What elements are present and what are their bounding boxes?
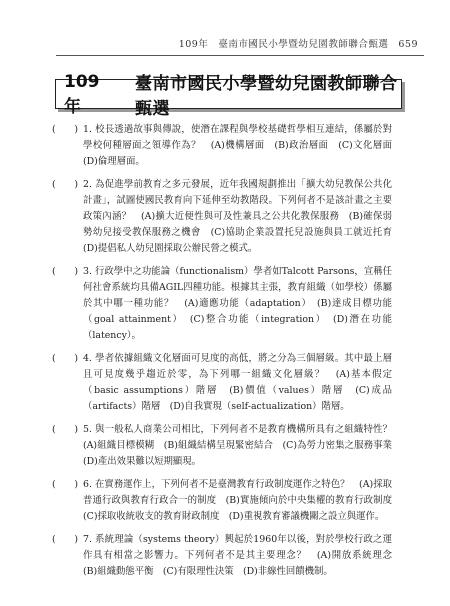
question-text: 2. 為促進學前教育之多元發展，近年我國規劃推出「擴大幼兒教保公共化計畫」，試圖使國民教育向下延伸至幼教階段。下列何者不是該計畫之主要政策內涵？ (A)擴大近便性與可及性兼具之公共化教保服務 (B)確保弱勢幼兒接受教保服務之機會 (C)協助企業設置托兒設施與員工就近托育 (D)提倡私人幼兒園採取公辦民營之模式。 bbox=[83, 179, 402, 254]
answer-blank bbox=[52, 122, 78, 138]
answer-paren-open: ( bbox=[52, 479, 56, 490]
answer-paren-close: ) bbox=[74, 353, 78, 364]
question-item bbox=[0, 477, 450, 525]
question-text: 7. 系統理論（systems theory）興起於1960年以後，對於學校行政之運作具有相當之影響力。下列何者不是其主要理念？ (A)開放系統理念 (B)組織動態平衡 (C)有限理性決策 (D)非線性回饋機制。 bbox=[83, 534, 402, 577]
answer-paren-close: ) bbox=[74, 424, 78, 435]
answer-paren-close: ) bbox=[74, 479, 78, 490]
answer-paren-open: ( bbox=[52, 179, 56, 190]
answer-blank bbox=[52, 477, 78, 493]
answer-blank bbox=[52, 351, 78, 367]
answer-blank bbox=[52, 532, 78, 548]
answer-paren-open: ( bbox=[52, 534, 56, 545]
question-item bbox=[0, 422, 450, 470]
question-text: 4. 學者依據組織文化層面可見度的高低，將之分為三個層級。其中最上層且可見度幾乎趨近於零，為下列哪一組織文化層級？ (A)基本假定（basic assumptions）階層 (B)價值（values）階層 (C)成品（artifacts）階層 (D)自我實現（self-actualization）階層。 bbox=[83, 353, 392, 412]
answer-blank bbox=[52, 177, 78, 193]
answer-paren-open: ( bbox=[52, 124, 56, 135]
question-text: 5. 與一般私人商業公司相比，下列何者不是教育機構所具有之組織特性？ (A)組織目標模糊 (B)組織結構呈現緊密結合 (C)為勞力密集之服務事業 (D)產出效果難以短期顯現。 bbox=[83, 424, 402, 467]
answer-paren-open: ( bbox=[52, 353, 56, 364]
answer-paren-close: ) bbox=[74, 266, 78, 277]
section-title-box bbox=[55, 71, 402, 119]
question-list bbox=[0, 122, 450, 587]
answer-paren-close: ) bbox=[74, 179, 78, 190]
answer-blank bbox=[52, 422, 78, 438]
running-header: 109年 臺南市國民小學暨幼兒園教師聯合甄選 659 bbox=[178, 39, 418, 50]
question-item bbox=[0, 122, 450, 170]
title-text: 臺南市國民小學暨幼兒園教師聯合甄選 bbox=[134, 74, 398, 119]
question-item bbox=[0, 264, 450, 344]
answer-paren-close: ) bbox=[74, 124, 78, 135]
answer-blank bbox=[52, 264, 78, 280]
question-item bbox=[0, 177, 450, 257]
header-rule bbox=[56, 55, 424, 56]
title-year: 109年 bbox=[64, 71, 100, 117]
answer-paren-open: ( bbox=[52, 266, 56, 277]
question-item bbox=[0, 351, 450, 415]
question-text: 1. 校長透過故事與傳說，使潛在課程與學校基礎哲學相互連結，係屬於對學校何種層面之領導作為？ (A)機構層面 (B)政治層面 (C)文化層面 (D)倫理層面。 bbox=[83, 124, 402, 167]
question-item bbox=[0, 532, 450, 580]
question-text: 3. 行政學中之功能論（functionalism）學者如Talcott Parsons，宣稱任何社會系統均具備AGIL四種功能。根據其主張，教育組織（如學校）係屬於其中哪一種功能？ (A)適應功能（adaptation） (B)達成目標功能（goal attainment） (C)整合功能（integration） (D)潛在功能（latency）。 bbox=[83, 266, 392, 341]
answer-paren-open: ( bbox=[52, 424, 56, 435]
answer-paren-close: ) bbox=[74, 534, 78, 545]
question-text: 6. 在實務運作上，下列何者不是臺灣教育行政制度運作之特色？ (A)採取普通行政與教育行政合一的制度 (B)實施傾向於中央集權的教育行政制度 (C)採取收統收支的教育財政制度 (D)重視教育審議機關之設立與運作。 bbox=[83, 479, 402, 522]
